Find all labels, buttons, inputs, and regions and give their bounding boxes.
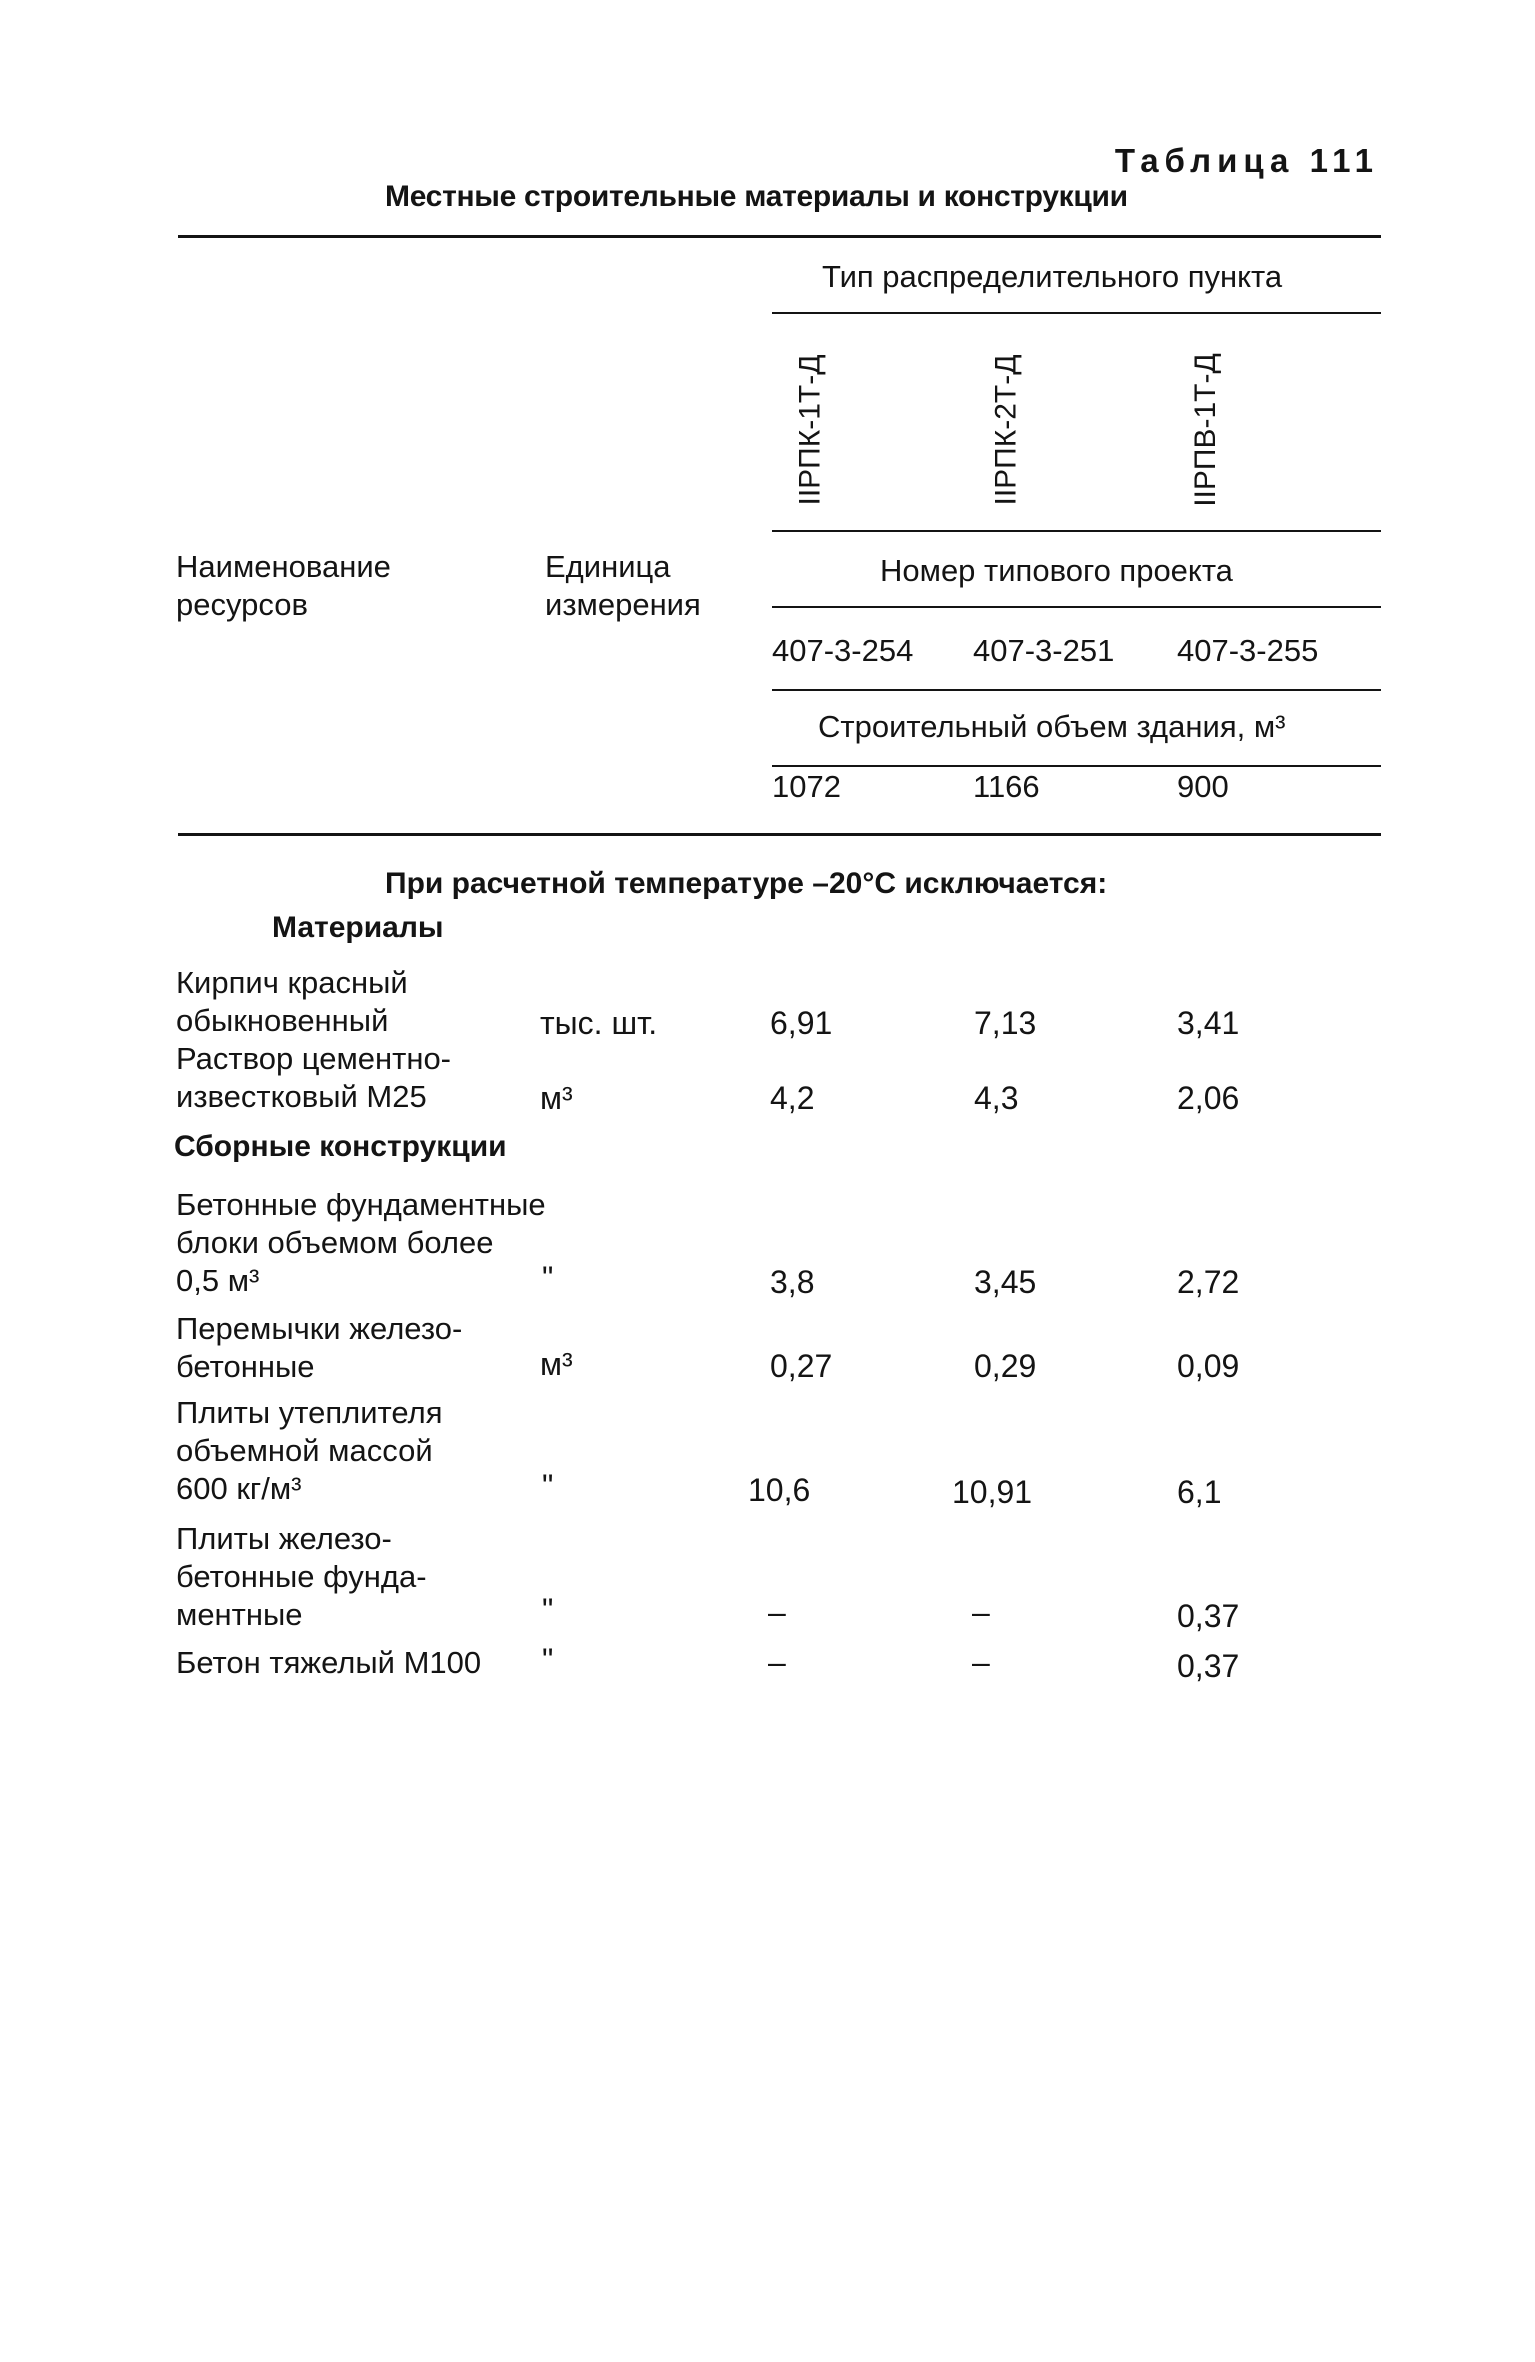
row-7-value-1: –	[768, 1644, 786, 1680]
row-7-value-3: 0,37	[1177, 1648, 1240, 1684]
row-1-unit: тыс. шт.	[540, 1005, 658, 1041]
section-title-prefab: Сборные конструкции	[174, 1130, 507, 1163]
row-7-unit: "	[542, 1642, 554, 1678]
resource-name-header: Наименование ресурсов	[176, 549, 391, 622]
row-6-value-3: 0,37	[1177, 1598, 1240, 1634]
types-bottom-rule	[772, 530, 1381, 532]
row-4-value-3: 0,09	[1177, 1348, 1240, 1384]
condition-line: При расчетной температуре –20°С исключается:	[385, 867, 1108, 900]
volume-2: 1166	[973, 769, 1040, 804]
row-2-value-2: 4,3	[974, 1080, 1019, 1116]
top-rule	[178, 235, 1381, 238]
volume-label: Строительный объем здания, м³	[818, 709, 1286, 744]
type-label-2: IIРПК-2Т-Д	[990, 354, 1023, 506]
row-4-value-2: 0,29	[974, 1348, 1037, 1384]
row-5-unit: "	[542, 1468, 554, 1504]
section-title-materials: Материалы	[272, 911, 444, 944]
row-2-name: Раствор цементно- известковый М25	[176, 1041, 452, 1114]
row-1-value-2: 7,13	[974, 1005, 1037, 1041]
header-bottom-rule	[178, 833, 1381, 836]
type-label-3: IIРПВ-1Т-Д	[1189, 353, 1222, 507]
row-4-unit: м³	[540, 1346, 573, 1382]
row-3-value-2: 3,45	[974, 1264, 1037, 1300]
projects-bottom-rule	[772, 689, 1381, 691]
row-6-value-1: –	[768, 1594, 786, 1630]
type-rule	[772, 312, 1381, 314]
row-7-value-2: –	[972, 1644, 990, 1680]
volume-rule	[772, 765, 1381, 767]
row-3-unit: "	[542, 1260, 554, 1296]
row-4-value-1: 0,27	[770, 1348, 833, 1384]
row-5-value-2: 10,91	[952, 1474, 1033, 1510]
row-3-value-3: 2,72	[1177, 1264, 1240, 1300]
row-3-name: Бетонные фундаментные блоки объемом более 0,5 м³	[176, 1187, 546, 1298]
project-2: 407-3-251	[973, 633, 1115, 668]
row-5-name: Плиты утеплителя объемной массой 600 кг/м³	[176, 1395, 443, 1506]
row-5-value-1: 10,6	[748, 1472, 811, 1508]
row-1-name: Кирпич красный обыкновенный	[176, 965, 408, 1038]
row-5-value-3: 6,1	[1177, 1474, 1222, 1510]
row-6-value-2: –	[972, 1594, 990, 1630]
table-number: Таблица 111	[1114, 142, 1379, 179]
volume-1: 1072	[772, 769, 841, 804]
row-2-value-3: 2,06	[1177, 1080, 1240, 1116]
row-2-unit: м³	[540, 1080, 573, 1116]
project-1: 407-3-254	[772, 633, 914, 668]
volume-3: 900	[1177, 769, 1229, 804]
row-1-value-1: 6,91	[770, 1005, 833, 1041]
table-title: Местные строительные материалы и конструкции	[385, 180, 1128, 213]
project-3: 407-3-255	[1177, 633, 1319, 668]
row-7-name: Бетон тяжелый М100	[176, 1645, 482, 1680]
row-1-value-3: 3,41	[1177, 1005, 1240, 1041]
row-6-name: Плиты железо- бетонные фунда- ментные	[176, 1521, 427, 1632]
group-type-label: Тип распределительного пункта	[822, 259, 1283, 294]
row-2-value-1: 4,2	[770, 1080, 815, 1116]
project-rule	[772, 606, 1381, 608]
type-label-1: IIРПК-1Т-Д	[794, 354, 827, 506]
project-label: Номер типового проекта	[880, 553, 1233, 588]
row-4-name: Перемычки железо- бетонные	[176, 1311, 463, 1384]
row-3-value-1: 3,8	[770, 1264, 815, 1300]
unit-header: Единица измерения	[545, 549, 701, 622]
row-6-unit: "	[542, 1592, 554, 1628]
